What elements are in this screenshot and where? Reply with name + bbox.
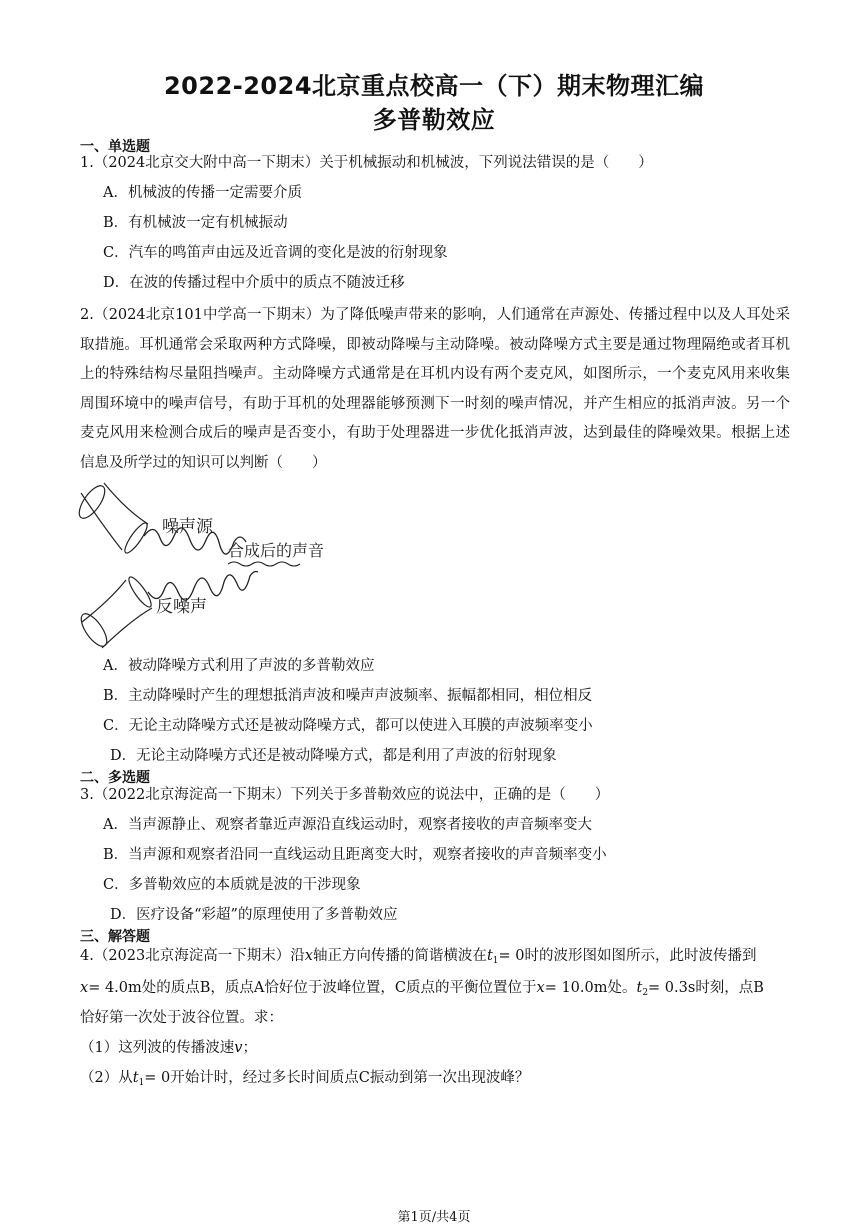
label-combined-sound: 合成后的声音: [228, 543, 325, 560]
anti-noise-wave-line: [148, 572, 258, 601]
question-1-option-d: D．在波的传播过程中介质中的质点不随波迁移: [103, 275, 405, 291]
anti-noise-speaker-icon: [77, 574, 155, 650]
question-3-stem: 3.（2022北京海淀高一下期末）下列关于多普勒效应的说法中，正确的是（ ）: [80, 787, 610, 803]
page-number-footer: 第1页/共4页: [397, 1210, 471, 1225]
section-heading-answer: 三、解答题: [80, 929, 150, 945]
question-4-subquestion-1: （1）这列波的传播波速v；: [80, 1040, 257, 1056]
question-1-option-a: A．机械波的传播一定需要介质: [103, 185, 302, 201]
question-4-subquestion-2: （2）从$t_1= 0$开始计时，经过多长时间质点C振动到第一次出现波峰？: [80, 1070, 530, 1088]
question-3-option-c: C．多普勒效应的本质就是波的干涉现象: [103, 877, 361, 893]
question-1-option-c: C．汽车的鸣笛声由远及近音调的变化是波的衍射现象: [103, 245, 448, 261]
question-2-stem: 2.（2024北京101中学高一下期末）为了降低噪声带来的影响，人们通常在声源处、传播过程中以及人耳处采取措施。耳机通常会采取两种方式降噪，即被动降噪与主动降噪。被动降噪方式主要是通过物理隔绝或者耳机上的特殊结构尽量阻挡噪声。主动降噪方式通常是在耳机内设有两个麦克风，如图所示，一个麦克风用来收集周围环境中的噪声信号，有助于耳机的处理器能够预测下一时刻的噪声情况，并产生相应的抵消声波。另一个麦克风用来检测合成后的噪声是否变小，有助于处理器进一步优化抵消声波，达到最佳的降噪效果。根据上述信息及所学过的知识可以判断（ ）: [80, 307, 790, 471]
noise-cancelling-figure: [76, 480, 376, 655]
combined-wave-line: [228, 562, 300, 566]
question-3-option-a: A．当声源静止、观察者靠近声源沿直线运动时，观察者接收的声音频率变大: [103, 817, 592, 833]
question-4-line-3: 恰好第一次处于波谷位置。求：: [80, 1010, 283, 1026]
document-title: 2022-2024北京重点校高一（下）期末物理汇编: [163, 72, 705, 100]
label-anti-noise: 反噪声: [156, 597, 207, 616]
document-subtitle: 多普勒效应: [372, 106, 496, 134]
question-3-option-d: D．医疗设备“彩超”的原理使用了多普勒效应: [110, 907, 398, 923]
section-heading-single-choice: 一、单选题: [80, 139, 150, 155]
question-1-option-b: B．有机械波一定有机械振动: [103, 215, 288, 231]
question-2-option-d: D．无论主动降噪方式还是被动降噪方式，都是利用了声波的衍射现象: [110, 748, 557, 764]
question-4-line-1: 4.（2023北京海淀高一下期末）沿x轴正方向传播的简谐横波在$t_1= 0$时的波形图如图所示，此时波传播到: [80, 948, 757, 966]
question-2-option-a: A．被动降噪方式利用了声波的多普勒效应: [103, 658, 375, 674]
question-1-stem: 1.（2024北京交大附中高一下期末）关于机械振动和机械波，下列说法错误的是（ ）: [80, 155, 653, 171]
section-heading-multiple-choice: 二、多选题: [80, 770, 150, 786]
question-3-option-b: B．当声源和观察者沿同一直线运动且距离变大时，观察者接收的声音频率变小: [103, 847, 607, 863]
noise-source-speaker-icon: [76, 482, 150, 556]
question-2-option-b: B．主动降噪时产生的理想抵消声波和噪声声波频率、振幅都相同，相位相反: [103, 688, 593, 704]
label-noise-source: 噪声源: [162, 517, 213, 536]
question-4-line-2: x= 4.0m处的质点B，质点A恰好位于波峰位置，C质点的平衡位置位于x= 10.0m处。$t_2= 0.3s$时刻，点B: [80, 980, 764, 998]
question-2-option-c: C．无论主动降噪方式还是被动降噪方式，都可以使进入耳膜的声波频率变小: [103, 718, 593, 734]
